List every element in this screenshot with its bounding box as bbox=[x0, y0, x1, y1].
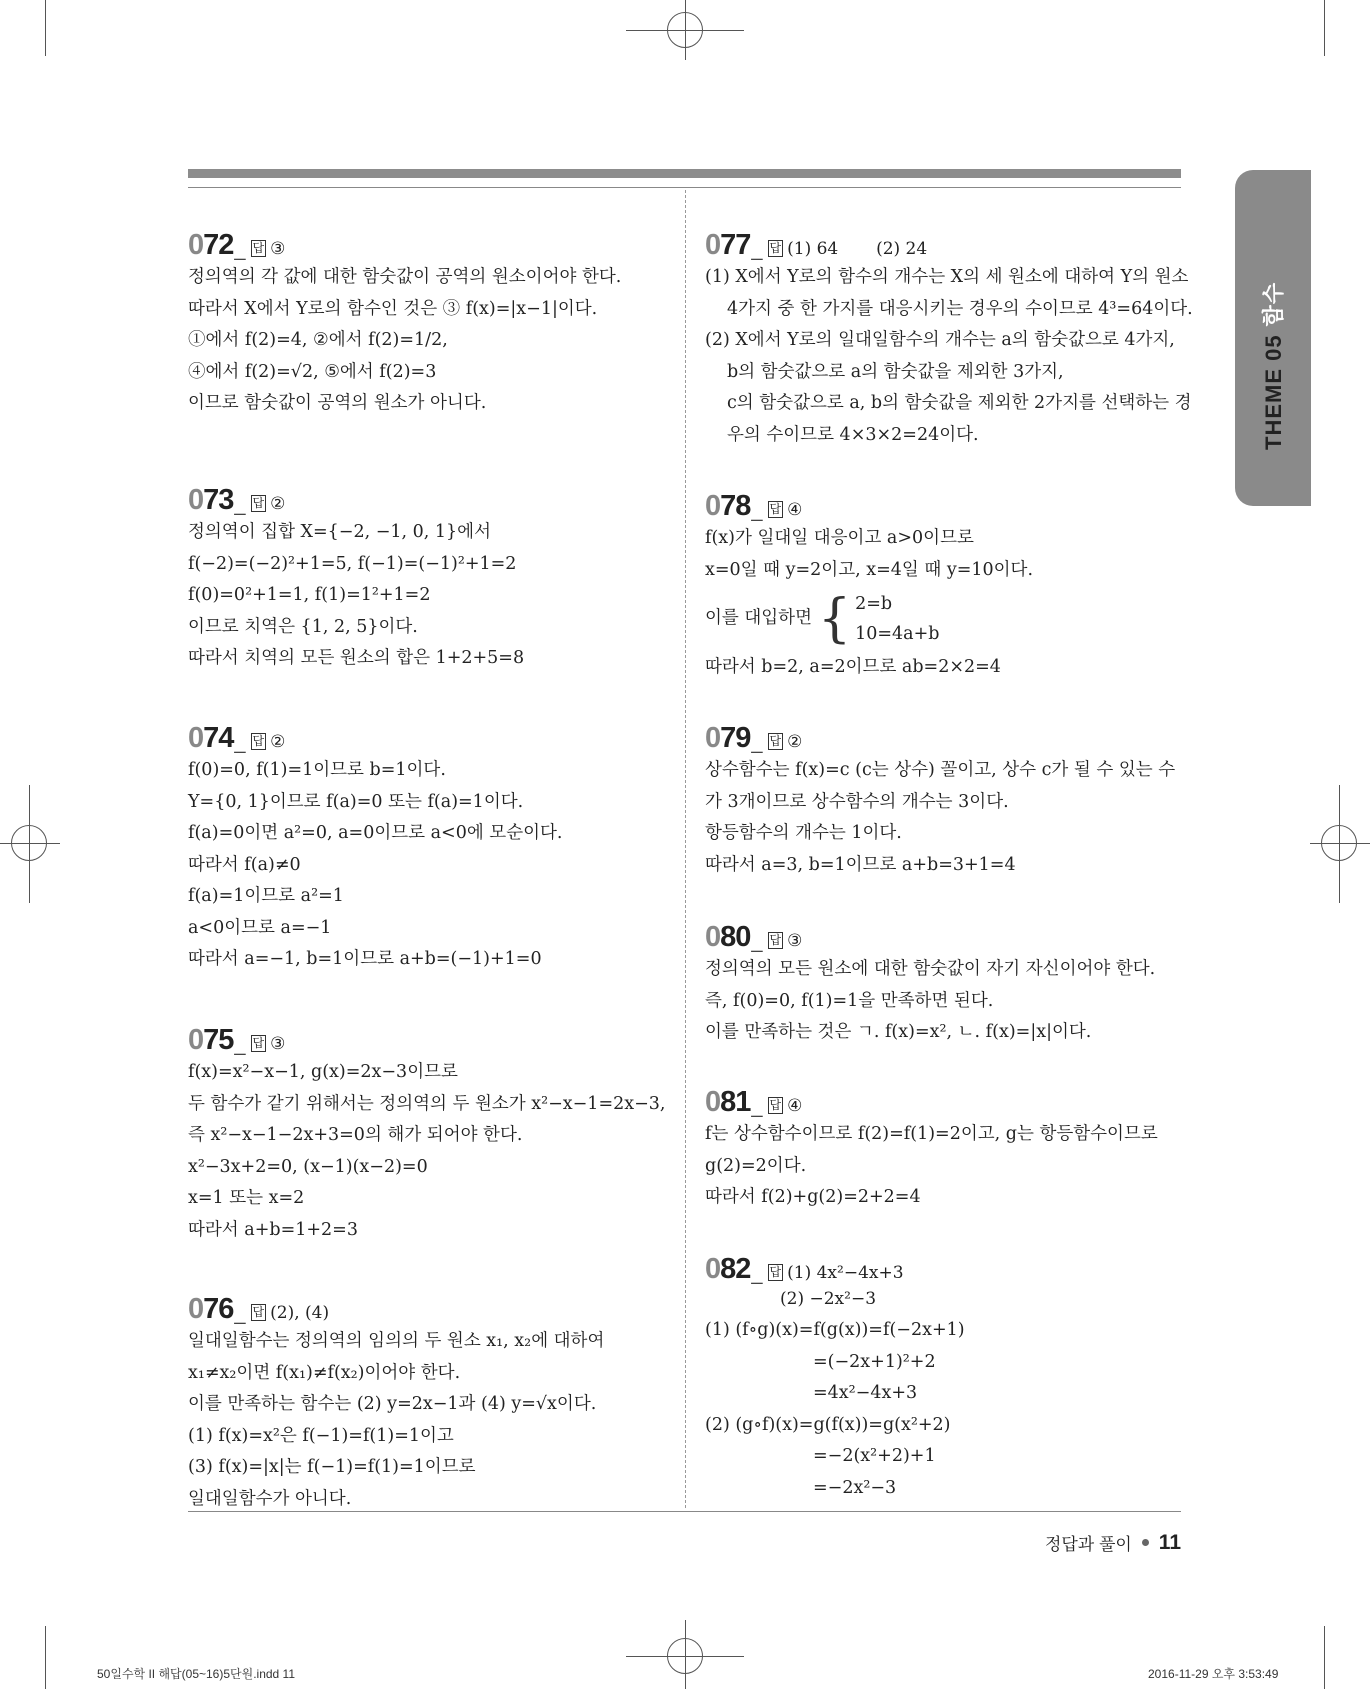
answer-value-2: (2) −2x²−3 bbox=[780, 1289, 877, 1309]
problem-number bbox=[705, 722, 750, 755]
answer-mark-icon: 답 bbox=[252, 496, 265, 510]
solution-line: a<0이므로 a=−1 bbox=[188, 917, 332, 938]
solution-line: f는 상수함수이므로 f(2)=f(1)=2이고, g는 항등함수이므로 bbox=[705, 1124, 1158, 1144]
problem-number-lead: 0 bbox=[188, 229, 204, 261]
underscore: _ bbox=[751, 1263, 763, 1285]
answer-value: ③ bbox=[270, 239, 286, 259]
answer-section bbox=[705, 487, 1185, 684]
solution-line: 즉 x²−x−1−2x+3=0의 해가 되어야 한다. bbox=[188, 1125, 523, 1145]
problem-number bbox=[188, 484, 233, 517]
solution-line: 우의 수이므로 4×3×2=24이다. bbox=[727, 424, 979, 445]
solution-line: 정의역이 집합 X={−2, −1, 0, 1}에서 bbox=[188, 522, 491, 542]
solution-line: 즉, f(0)=0, f(1)=1을 만족하면 된다. bbox=[705, 990, 994, 1011]
answer-value: ③ bbox=[787, 931, 803, 951]
problem-number bbox=[705, 490, 750, 523]
solution-line: (1) f(x)=x²은 f(−1)=f(1)=1이고 bbox=[188, 1425, 454, 1446]
problem-number-rest: 80 bbox=[720, 921, 751, 953]
header-bar bbox=[188, 169, 1181, 178]
answer-mark-icon: 답 bbox=[769, 933, 782, 947]
solution-line: 이를 만족하는 함수는 (2) y=2x−1과 (4) y=√x이다. bbox=[188, 1394, 597, 1414]
problem-number bbox=[705, 1253, 750, 1286]
brace-icon: { bbox=[818, 589, 852, 649]
page-footer bbox=[1045, 1530, 1181, 1555]
solution-line: g(2)=2이다. bbox=[705, 1155, 807, 1176]
section-heading bbox=[705, 1083, 1185, 1119]
answer-section bbox=[705, 719, 1185, 881]
solution-line: 이므로 함숫값이 공역의 원소가 아니다. bbox=[188, 393, 487, 413]
solution-line: 정의역의 각 값에 대한 함숫값이 공역의 원소이어야 한다. bbox=[188, 267, 622, 287]
solution-line: 따라서 b=2, a=2이므로 ab=2×2=4 bbox=[705, 657, 1001, 677]
crop-mark bbox=[45, 0, 46, 56]
answer-mark-icon: 답 bbox=[769, 1098, 782, 1112]
section-heading bbox=[188, 226, 668, 262]
solution-line: 따라서 치역의 모든 원소의 합은 1+2+5=8 bbox=[188, 648, 525, 668]
solution-line: 4가지 중 한 가지를 대응시키는 경우의 수이므로 4³=64이다. bbox=[727, 298, 1193, 319]
underscore: _ bbox=[234, 239, 246, 261]
problem-number bbox=[188, 229, 233, 262]
answer-section bbox=[188, 1290, 668, 1515]
solution-line: f(x)가 일대일 대응이고 a>0이므로 bbox=[705, 528, 974, 548]
solution-line: f(a)=0이면 a²=0, a=0이므로 a<0에 모순이다. bbox=[188, 823, 563, 843]
page-number: 11 bbox=[1158, 1530, 1181, 1554]
answer-value: ② bbox=[787, 732, 803, 752]
answer-value: ② bbox=[270, 494, 286, 514]
answer-section bbox=[705, 1250, 1185, 1504]
underscore: _ bbox=[234, 1303, 246, 1325]
underscore: _ bbox=[751, 931, 763, 953]
solution-line: 따라서 X에서 Y로의 함수인 것은 ③ f(x)=|x−1|이다. bbox=[188, 298, 598, 319]
solution-line: 따라서 a=3, b=1이므로 a+b=3+1=4 bbox=[705, 854, 1016, 875]
solution-line: x²−3x+2=0, (x−1)(x−2)=0 bbox=[188, 1156, 428, 1177]
problem-number bbox=[705, 229, 750, 262]
solution-line: 따라서 a=−1, b=1이므로 a+b=(−1)+1=0 bbox=[188, 949, 542, 969]
problem-number-rest: 81 bbox=[720, 1086, 751, 1118]
answer-section bbox=[705, 1083, 1185, 1214]
problem-number bbox=[188, 1024, 233, 1057]
underscore: _ bbox=[751, 732, 763, 754]
registration-mark bbox=[667, 1638, 703, 1674]
answer-section bbox=[188, 481, 668, 675]
section-heading bbox=[705, 918, 1185, 954]
problem-number-rest: 73 bbox=[203, 484, 234, 516]
problem-number-rest: 75 bbox=[203, 1024, 234, 1056]
answer-mark-icon: 답 bbox=[252, 241, 265, 255]
problem-number-lead: 0 bbox=[705, 722, 721, 754]
solution-line: (1) X에서 Y로의 함수의 개수는 X의 세 원소에 대하여 Y의 원소 bbox=[705, 267, 1189, 287]
registration-mark bbox=[11, 825, 47, 861]
answer-section bbox=[188, 719, 668, 976]
solution-line: 항등함수의 개수는 1이다. bbox=[705, 823, 902, 843]
underscore: _ bbox=[234, 494, 246, 516]
solution-line: 가 3개이므로 상수함수의 개수는 3이다. bbox=[705, 791, 1009, 812]
answer-mark-icon: 답 bbox=[769, 502, 782, 516]
problem-number-lead: 0 bbox=[705, 490, 721, 522]
equation-system bbox=[705, 588, 1185, 650]
solution-line: 정의역의 모든 원소에 대한 함숫값이 자기 자신이어야 한다. bbox=[705, 959, 1156, 979]
section-heading bbox=[188, 1021, 668, 1057]
problem-number-rest: 72 bbox=[203, 229, 234, 261]
answer-value: ④ bbox=[787, 500, 803, 520]
registration-mark bbox=[667, 12, 703, 48]
problem-number-lead: 0 bbox=[705, 229, 721, 261]
problem-number-lead: 0 bbox=[705, 921, 721, 953]
answer-value: (2), (4) bbox=[270, 1303, 330, 1323]
answer-value: (1) 64 (2) 24 bbox=[787, 239, 928, 259]
solution-line: x₁≠x₂이면 f(x₁)≠f(x₂)이어야 한다. bbox=[188, 1362, 461, 1383]
problem-number-lead: 0 bbox=[188, 1024, 204, 1056]
solution-line: f(0)=0²+1=1, f(1)=1²+1=2 bbox=[188, 585, 431, 605]
answer-mark-icon: 답 bbox=[252, 734, 265, 748]
solution-line: c의 함숫값으로 a, b의 함숫값을 제외한 2가지를 선택하는 경 bbox=[727, 393, 1192, 413]
crop-mark bbox=[45, 1626, 46, 1689]
answer-section bbox=[188, 226, 668, 420]
problem-number bbox=[188, 722, 233, 755]
solution-line: ④에서 f(2)=√2, ⑤에서 f(2)=3 bbox=[188, 361, 437, 382]
solution-line: Y={0, 1}이므로 f(a)=0 또는 f(a)=1이다. bbox=[188, 791, 524, 812]
solution-line: 따라서 f(2)+g(2)=2+2=4 bbox=[705, 1187, 921, 1207]
theme-topic: 함수 bbox=[1261, 281, 1286, 327]
section-heading bbox=[188, 719, 668, 755]
problem-number-lead: 0 bbox=[705, 1253, 721, 1285]
problem-number-rest: 74 bbox=[203, 722, 234, 754]
slug-filename: 50일수학 II 해답(05~16)5단원.indd 11 bbox=[97, 1667, 296, 1681]
crop-mark bbox=[1324, 0, 1325, 56]
solution-line: 상수함수는 f(x)=c (c는 상수) 꼴이고, 상수 c가 될 수 있는 수 bbox=[705, 760, 1176, 780]
underscore: _ bbox=[751, 500, 763, 522]
solution-line: f(0)=0, f(1)=1이므로 b=1이다. bbox=[188, 760, 446, 780]
solution-line: =4x²−4x+3 bbox=[813, 1383, 918, 1403]
problem-number bbox=[705, 921, 750, 954]
answer-value: ③ bbox=[270, 1034, 286, 1054]
solution-line: 이를 만족하는 것은 ㄱ. f(x)=x², ㄴ. f(x)=|x|이다. bbox=[705, 1022, 1092, 1042]
solution-line: ①에서 f(2)=4, ②에서 f(2)=1/2, bbox=[188, 330, 448, 350]
answer-value: ② bbox=[270, 732, 286, 752]
solution-line: f(a)=1이므로 a²=1 bbox=[188, 886, 344, 906]
registration-mark bbox=[1321, 825, 1357, 861]
system-equation: 2=b bbox=[855, 594, 893, 614]
solution-line: =−2(x²+2)+1 bbox=[813, 1446, 936, 1466]
problem-number bbox=[705, 1086, 750, 1119]
solution-line: 일대일함수는 정의역의 임의의 두 원소 x₁, x₂에 대하여 bbox=[188, 1331, 605, 1351]
problem-number-rest: 79 bbox=[720, 722, 751, 754]
system-equations bbox=[855, 589, 939, 649]
solution-line: 일대일함수가 아니다. bbox=[188, 1488, 352, 1509]
problem-number-lead: 0 bbox=[188, 722, 204, 754]
solution-line: =−2x²−3 bbox=[813, 1477, 897, 1498]
answer-section bbox=[705, 226, 1193, 451]
underscore: _ bbox=[751, 1096, 763, 1118]
answer-value: ④ bbox=[787, 1096, 803, 1116]
system-label: 이를 대입하면 bbox=[705, 608, 812, 629]
section-heading bbox=[705, 719, 1185, 755]
answer-section bbox=[188, 1021, 668, 1246]
answer-value: (1) 4x²−4x+3 bbox=[787, 1263, 904, 1283]
underscore: _ bbox=[234, 732, 246, 754]
solution-line: (2) (g∘f)(x)=g(f(x))=g(x²+2) bbox=[705, 1414, 951, 1435]
section-heading bbox=[188, 481, 668, 517]
bullet-icon bbox=[1142, 1539, 1149, 1546]
solution-line: x=1 또는 x=2 bbox=[188, 1188, 305, 1208]
column-divider bbox=[685, 190, 686, 1508]
header-rule bbox=[188, 187, 1181, 188]
footer-label: 정답과 풀이 bbox=[1044, 1535, 1132, 1554]
problem-number-rest: 78 bbox=[720, 490, 751, 522]
problem-number-lead: 0 bbox=[188, 1293, 204, 1325]
answer-mark-icon: 답 bbox=[769, 734, 782, 748]
solution-line: f(x)=x²−x−1, g(x)=2x−3이므로 bbox=[188, 1062, 458, 1082]
underscore: _ bbox=[234, 1034, 246, 1056]
solution-line: =(−2x+1)²+2 bbox=[813, 1351, 936, 1372]
system-equation: 10=4a+b bbox=[855, 624, 940, 644]
underscore: _ bbox=[751, 239, 763, 261]
solution-line: 따라서 a+b=1+2=3 bbox=[188, 1219, 358, 1240]
section-heading bbox=[188, 1290, 668, 1326]
solution-line: 두 함수가 같기 위해서는 정의역의 두 원소가 x²−x−1=2x−3, bbox=[188, 1093, 666, 1114]
problem-number-rest: 77 bbox=[720, 229, 751, 261]
theme-tab bbox=[1235, 170, 1311, 506]
solution-line: 따라서 f(a)≠0 bbox=[188, 854, 301, 875]
problem-number-rest: 76 bbox=[203, 1293, 234, 1325]
section-heading bbox=[705, 1250, 1185, 1286]
solution-line: (2) X에서 Y로의 일대일함수의 개수는 a의 함숫값으로 4가지, bbox=[705, 330, 1175, 350]
solution-line: f(−2)=(−2)²+1=5, f(−1)=(−1)²+1=2 bbox=[188, 553, 517, 574]
section-heading bbox=[705, 226, 1185, 262]
solution-line: x=0일 때 y=2이고, x=4일 때 y=10이다. bbox=[705, 559, 1034, 580]
solution-line: (1) (f∘g)(x)=f(g(x))=f(−2x+1) bbox=[705, 1320, 965, 1340]
slug-timestamp: 2016-11-29 오후 3:53:49 bbox=[1148, 1667, 1279, 1681]
answer-mark-icon: 답 bbox=[769, 241, 782, 255]
section-heading bbox=[705, 487, 1185, 523]
answer-mark-icon: 답 bbox=[252, 1036, 265, 1050]
problem-number-rest: 82 bbox=[720, 1253, 751, 1285]
answer-mark-icon: 답 bbox=[769, 1265, 782, 1279]
problem-number bbox=[188, 1293, 233, 1326]
problem-number-lead: 0 bbox=[188, 484, 204, 516]
answer-mark-icon: 답 bbox=[252, 1305, 265, 1319]
problem-number-lead: 0 bbox=[705, 1086, 721, 1118]
crop-mark bbox=[1324, 1626, 1325, 1689]
theme-label: THEME 05 bbox=[1261, 334, 1286, 450]
solution-line: 이므로 치역은 {1, 2, 5}이다. bbox=[188, 616, 418, 637]
solution-line: b의 함숫값으로 a의 함숫값을 제외한 3가지, bbox=[727, 361, 1064, 382]
solution-line: (3) f(x)=|x|는 f(−1)=f(1)=1이므로 bbox=[188, 1457, 476, 1477]
answer-section bbox=[705, 918, 1185, 1049]
